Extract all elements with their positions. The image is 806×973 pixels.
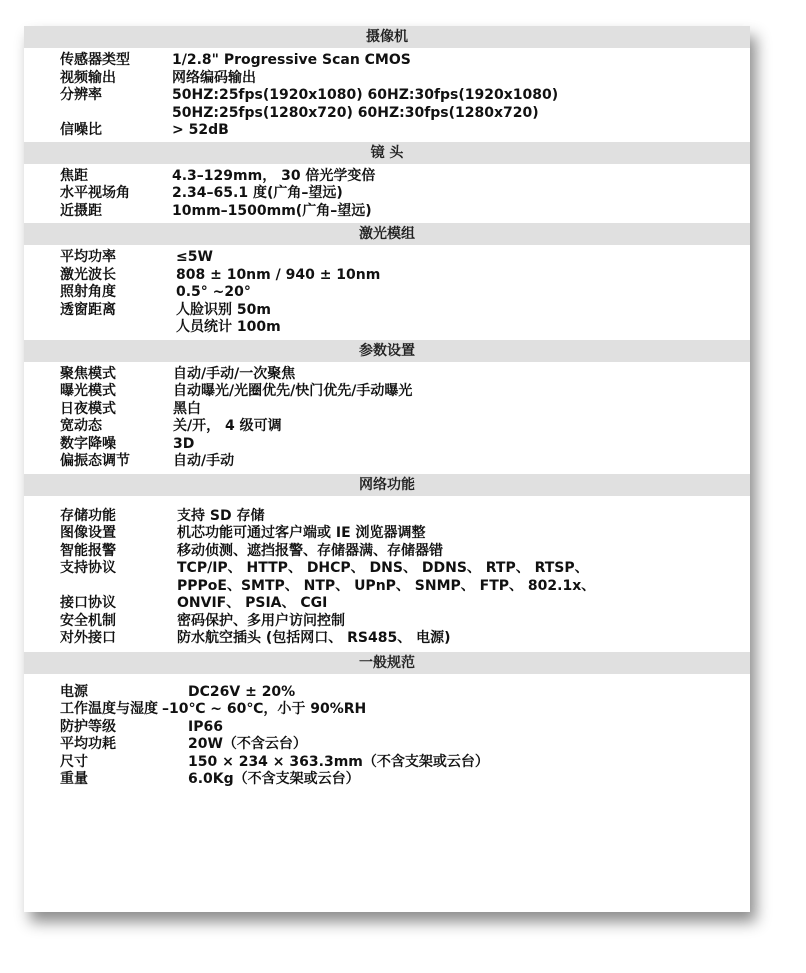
- spec-row: [24, 122, 750, 140]
- spec-row: [24, 701, 750, 719]
- spec-row: [24, 613, 750, 631]
- spec-label: 照射角度: [60, 284, 116, 300]
- spec-label: 偏振态调节: [60, 453, 130, 469]
- spec-value: ≤5W: [176, 249, 213, 265]
- spec-label: 防护等级: [60, 718, 116, 735]
- spec-value: 移动侦测、遮挡报警、存储器满、存储器错: [177, 542, 443, 559]
- section-header-general: 一般规范: [24, 652, 750, 674]
- spec-row: [24, 401, 750, 419]
- spec-label: 平均功率: [60, 249, 116, 265]
- spec-label: 聚焦模式: [60, 365, 116, 382]
- spec-value: 自动曝光/光圈优先/快门优先/手动曝光: [173, 383, 413, 399]
- spec-value: 自动/手动/一次聚焦: [173, 365, 296, 382]
- section-laser: [24, 245, 750, 340]
- spec-label: 对外接口: [60, 630, 116, 646]
- spec-label: 图像设置: [60, 525, 116, 541]
- section-header-settings: 参数设置: [24, 340, 750, 362]
- section-header-laser: 激光模组: [24, 223, 750, 245]
- spec-row: [24, 754, 750, 772]
- spec-value: 50HZ:25fps(1920x1080) 60HZ:30fps(1920x1080): [172, 87, 559, 103]
- section-camera: [24, 48, 750, 142]
- spec-value: 人员统计 100m: [176, 319, 281, 335]
- spec-value: 1/2.8" Progressive Scan CMOS: [172, 52, 411, 68]
- spec-row: [24, 284, 750, 302]
- spec-row: [24, 543, 750, 561]
- spec-value: TCP/IP、 HTTP、 DHCP、 DNS、 DDNS、 RTP、 RTSP、: [177, 560, 589, 576]
- spec-label: 安全机制: [60, 612, 116, 629]
- spec-row: [24, 383, 750, 401]
- spec-value: 808 ± 10nm / 940 ± 10nm: [176, 266, 381, 283]
- spec-value: 4.3–129mm， 30 倍光学变倍: [172, 167, 376, 184]
- spec-label: 工作温度与湿度: [60, 701, 158, 717]
- spec-value: 20W（不含云台）: [188, 736, 307, 752]
- spec-value: 2.34–65.1 度(广角–望远): [172, 185, 343, 201]
- spec-label: 激光波长: [60, 266, 116, 283]
- section-network: [24, 496, 750, 652]
- spec-label: 分辨率: [60, 87, 102, 103]
- spec-value: 支持 SD 存储: [177, 507, 265, 524]
- spec-label: 接口协议: [60, 595, 116, 611]
- section-header-network: 网络功能: [24, 474, 750, 496]
- spec-row: [24, 203, 750, 221]
- spec-value: IP66: [188, 718, 223, 735]
- spec-value: 10mm–1500mm(广角–望远): [172, 202, 372, 219]
- spec-label: 传感器类型: [60, 52, 130, 68]
- spec-row: [24, 185, 750, 203]
- spec-row: [24, 453, 750, 471]
- spec-row: [24, 366, 750, 384]
- spec-row: [24, 684, 750, 702]
- spec-value: 自动/手动: [173, 453, 235, 469]
- spec-value: ONVIF、 PSIA、 CGI: [177, 595, 328, 611]
- spec-row: [24, 736, 750, 754]
- spec-label: 视频输出: [60, 69, 116, 86]
- spec-row: [24, 87, 750, 122]
- spec-value: 人脸识别 50m: [176, 301, 271, 318]
- spec-row: [24, 525, 750, 543]
- section-general: [24, 674, 750, 797]
- spec-row: [24, 418, 750, 436]
- spec-row: [24, 168, 750, 186]
- spec-row: [24, 436, 750, 454]
- spec-label: 智能报警: [60, 542, 116, 559]
- spec-row: [24, 302, 750, 337]
- spec-value: 防水航空插头 (包括网口、 RS485、 电源): [177, 630, 451, 646]
- spec-value: 150 × 234 × 363.3mm（不含支架或云台）: [188, 753, 489, 770]
- spec-value: 3D: [173, 435, 195, 452]
- section-header-lens: 镜 头: [24, 142, 750, 164]
- spec-label: 水平视场角: [60, 185, 130, 201]
- spec-row: [24, 719, 750, 737]
- spec-value: 密码保护、多用户访问控制: [177, 612, 345, 629]
- spec-row: [24, 771, 750, 789]
- spec-value: 关/开， 4 级可调: [173, 418, 282, 434]
- spec-row: [24, 249, 750, 267]
- spec-value: 0.5° ~20°: [176, 284, 251, 300]
- spec-row: [24, 267, 750, 285]
- spec-label: 近摄距: [60, 202, 102, 219]
- spec-label: 支持协议: [60, 560, 116, 576]
- spec-label: 电源: [60, 683, 88, 700]
- section-lens: [24, 164, 750, 224]
- spec-label: 信噪比: [60, 122, 102, 138]
- spec-value: 网络编码输出: [172, 69, 256, 86]
- spec-label: 存储功能: [60, 507, 116, 524]
- spec-row: [24, 560, 750, 595]
- spec-row: [24, 508, 750, 526]
- spec-label: 曝光模式: [60, 383, 116, 399]
- spec-row: [24, 630, 750, 648]
- spec-label: 宽动态: [60, 418, 102, 434]
- spec-value: 机芯功能可通过客户端或 IE 浏览器调整: [177, 525, 426, 541]
- spec-label: 日夜模式: [60, 400, 116, 417]
- spec-label: 透窗距离: [60, 301, 116, 318]
- spec-label: 数字降噪: [60, 435, 116, 452]
- spec-value: 50HZ:25fps(1280x720) 60HZ:30fps(1280x720): [172, 104, 539, 121]
- spec-value: > 52dB: [172, 122, 229, 138]
- spec-value: 6.0Kg（不含支架或云台）: [188, 771, 360, 787]
- spec-label: 平均功耗: [60, 736, 116, 752]
- spec-value: PPPoE、SMTP、 NTP、 UPnP、 SNMP、 FTP、 802.1x、: [177, 577, 596, 594]
- spec-row: [24, 70, 750, 88]
- spec-value: 黑白: [173, 400, 201, 417]
- spec-sheet: [24, 26, 750, 912]
- spec-value: –10℃ ~ 60℃，小于 90%RH: [162, 701, 367, 717]
- spec-row: [24, 52, 750, 70]
- spec-label: 焦距: [60, 167, 88, 184]
- section-header-camera: 摄像机: [24, 26, 750, 48]
- spec-label: 尺寸: [60, 753, 88, 770]
- spec-label: 重量: [60, 771, 88, 787]
- spec-value: DC26V ± 20%: [188, 683, 296, 700]
- section-settings: [24, 362, 750, 474]
- spec-row: [24, 595, 750, 613]
